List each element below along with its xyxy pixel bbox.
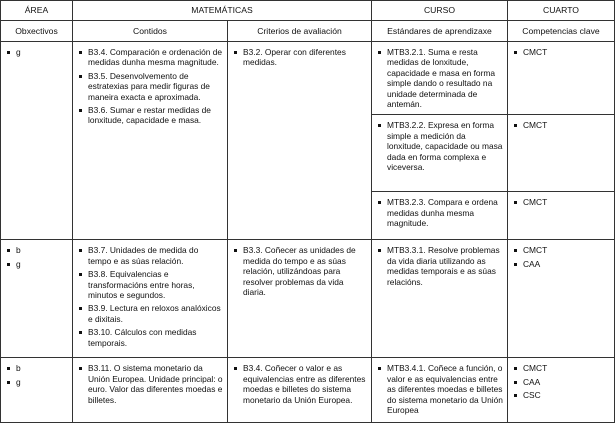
- objectives-cell: [1, 358, 73, 423]
- standard-item: MTB3.2.1. Suma e resta medidas de lonxitude, capacidade e masa en forma simple dando o resultado na unidade determinada de antemán.: [372, 47, 503, 109]
- standard-item: MTB3.3.1. Resolve problemas da vida diaria utilizando as medidas temporais e as súas relacións.: [372, 245, 503, 287]
- course-label-header: CURSO: [372, 1, 508, 21]
- objective-item: g: [1, 377, 68, 387]
- standard-item: MTB3.2.2. Expresa en forma simple a medición da lonxitude, capacidade ou masa dada en forma complexa e viceversa.: [372, 120, 503, 172]
- competence-item: CMCT: [508, 245, 610, 255]
- content-item: B3.6. Sumar e restar medidas de lonxitude, capacidade e masa.: [73, 105, 223, 126]
- area-header: ÁREA: [1, 1, 73, 21]
- table-row: [1, 240, 615, 358]
- subject-header: MATEMÁTICAS: [73, 1, 372, 21]
- content-item: B3.4. Comparación e ordenación de medidas dunha mesma magnitude.: [73, 47, 223, 68]
- col-standards-header: Estándares de aprendizaxe: [372, 21, 508, 42]
- standard-cell: [372, 192, 508, 240]
- objective-item: g: [1, 259, 68, 269]
- objective-item: b: [1, 245, 68, 255]
- content-item: B3.10. Cálculos con medidas temporais.: [73, 327, 223, 348]
- objective-item: b: [1, 363, 68, 373]
- criteria-cell: [228, 42, 372, 240]
- col-objectives-header: Obxectivos: [1, 21, 73, 42]
- competence-item: CMCT: [508, 197, 610, 207]
- course-value-header: CUARTO: [508, 1, 615, 21]
- col-competences-header: Competencias clave: [508, 21, 615, 42]
- competence-item: CMCT: [508, 120, 610, 130]
- competences-cell: [508, 240, 615, 358]
- content-item: B3.8. Equivalencias e transformacións entre horas, minutos e segundos.: [73, 269, 223, 300]
- content-item: B3.7. Unidades de medida do tempo e as súas relación.: [73, 245, 223, 266]
- competences-cell: [508, 192, 615, 240]
- content-item: B3.11. O sistema monetario da Unión Europea. Unidade principal: o euro. Valor das diferentes moedas e billetes.: [73, 363, 223, 405]
- objectives-cell: [1, 42, 73, 240]
- competence-item: CAA: [508, 259, 610, 269]
- competence-item: CSC: [508, 390, 610, 400]
- header-row-columns: [1, 21, 615, 42]
- objectives-cell: [1, 240, 73, 358]
- content-item: B3.9. Lectura en reloxos analóxicos e dixitais.: [73, 303, 223, 324]
- criterion-item: B3.4. Coñecer o valor e as equivalencias entre as diferentes moedas e billetes do sistema monetario da Unión Europea.: [228, 363, 367, 405]
- competences-cell: [508, 42, 615, 115]
- competence-item: CMCT: [508, 47, 610, 57]
- standard-cell: [372, 115, 508, 192]
- contents-cell: [73, 358, 228, 423]
- standard-cell: [372, 240, 508, 358]
- contents-cell: [73, 42, 228, 240]
- table-row: [1, 358, 615, 423]
- col-contents-header: Contidos: [73, 21, 228, 42]
- standard-cell: [372, 42, 508, 115]
- standard-item: MTB3.2.3. Compara e ordena medidas dunha mesma magnitude.: [372, 197, 503, 228]
- header-row-top: [1, 1, 615, 21]
- standard-item: MTB3.4.1. Coñece a función, o valor e as equivalencias entre as diferentes moedas e billetes do sistema monetario da Unión Europea: [372, 363, 503, 415]
- criteria-cell: [228, 240, 372, 358]
- contents-cell: [73, 240, 228, 358]
- standard-cell: [372, 358, 508, 423]
- objective-item: g: [1, 47, 68, 57]
- criteria-cell: [228, 358, 372, 423]
- table-row: [1, 42, 615, 115]
- competence-item: CAA: [508, 377, 610, 387]
- criterion-item: B3.2. Operar con diferentes medidas.: [228, 47, 367, 68]
- col-criteria-header: Criterios de avaliación: [228, 21, 372, 42]
- criterion-item: B3.3. Coñecer as unidades de medida do tempo e as súas relación, utilizándoas para resolver problemas da vida diaria.: [228, 245, 367, 297]
- competences-cell: [508, 115, 615, 192]
- content-item: B3.5. Desenvolvemento de estratexias para medir figuras de maneira exacta e aproximada.: [73, 71, 223, 102]
- competences-cell: [508, 358, 615, 423]
- competence-item: CMCT: [508, 363, 610, 373]
